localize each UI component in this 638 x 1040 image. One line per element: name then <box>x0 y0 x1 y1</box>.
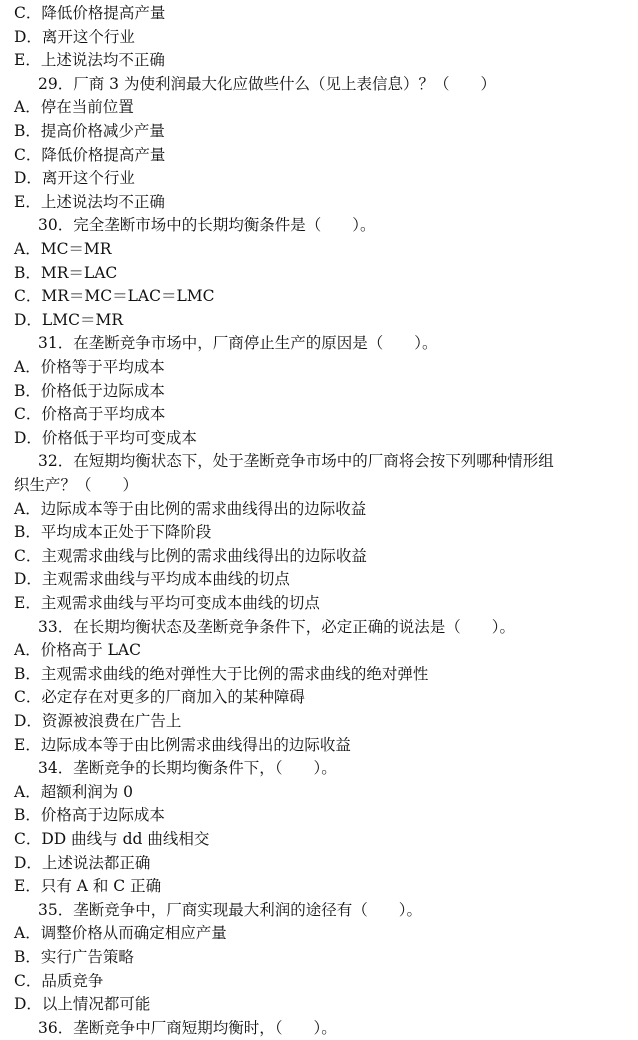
answer-option: C．价格高于平均成本 <box>14 405 166 424</box>
question-text: 30．完全垄断市场中的长期均衡条件是（ ）。 <box>38 216 376 235</box>
answer-option: B．实行广告策略 <box>14 948 134 966</box>
answer-option: A．边际成本等于由比例的需求曲线得出的边际收益 <box>14 499 367 518</box>
answer-option: B．提高价格减少产量 <box>14 122 165 140</box>
answer-option: B．价格高于边际成本 <box>14 806 165 825</box>
answer-option: E．只有 A 和 C 正确 <box>14 877 162 896</box>
answer-option: E．上述说法均不正确 <box>14 192 165 211</box>
question-text: 35．垄断竞争中，厂商实现最大利润的途径有（ ）。 <box>38 900 422 919</box>
answer-option: D．离开这个行业 <box>14 169 135 188</box>
answer-option: A．调整价格从而确定相应产量 <box>14 924 227 943</box>
answer-option: D．价格低于平均可变成本 <box>14 428 197 447</box>
answer-option: B．价格低于边际成本 <box>14 381 165 400</box>
answer-option: A．停在当前位置 <box>14 98 134 117</box>
answer-option: C．品质竞争 <box>14 971 104 990</box>
answer-option: D．LMC＝MR <box>14 310 123 329</box>
answer-option: E．上述说法均不正确 <box>14 51 165 70</box>
answer-option: B．主观需求曲线的绝对弹性大于比例的需求曲线的绝对弹性 <box>14 664 429 683</box>
question-text: 36．垄断竞争中厂商短期均衡时，（ ）。 <box>38 1018 337 1037</box>
answer-option: C．降低价格提高产量 <box>14 4 166 22</box>
answer-option: D．离开这个行业 <box>14 27 135 46</box>
answer-option: C．DD 曲线与 dd 曲线相交 <box>14 830 210 848</box>
question-text: 33．在长期均衡状态及垄断竞争条件下，必定正确的说法是（ ）。 <box>38 617 515 636</box>
question-text: 34．垄断竞争的长期均衡条件下，（ ）。 <box>38 759 337 778</box>
answer-option: A．超额利润为 0 <box>14 782 133 801</box>
answer-option: D．资源被浪费在广告上 <box>14 712 182 730</box>
question-text: 29．厂商 3 为使利润最大化应做些什么（见上表信息）？（ ） <box>38 74 496 93</box>
answer-option: D．上述说法都正确 <box>14 853 151 872</box>
answer-option: D．主观需求曲线与平均成本曲线的切点 <box>14 570 290 589</box>
answer-option: C．降低价格提高产量 <box>14 145 166 164</box>
answer-option: B．平均成本正处于下降阶段 <box>14 523 212 542</box>
answer-option: E．主观需求曲线与平均可变成本曲线的切点 <box>14 594 320 612</box>
answer-option: A．价格等于平均成本 <box>14 358 165 376</box>
answer-option: C．必定存在对更多的厂商加入的某种障碍 <box>14 688 305 707</box>
answer-option: A．MC＝MR <box>14 240 112 258</box>
answer-option: A．价格高于 LAC <box>14 641 141 660</box>
question-text: 32．在短期均衡状态下，处于垄断竞争市场中的厂商将会按下列哪种情形组 <box>38 452 554 471</box>
question-text-continued: 织生产？（ ） <box>14 476 139 494</box>
answer-option: C．主观需求曲线与比例的需求曲线得出的边际收益 <box>14 546 367 565</box>
question-text: 31．在垄断竞争市场中，厂商停止生产的原因是（ ）。 <box>38 334 438 353</box>
answer-option: E．边际成本等于由比例需求曲线得出的边际收益 <box>14 735 351 754</box>
answer-option: C．MR＝MC＝LAC＝LMC <box>14 287 215 306</box>
answer-option: B．MR＝LAC <box>14 263 118 282</box>
answer-option: D．以上情况都可能 <box>14 995 151 1014</box>
